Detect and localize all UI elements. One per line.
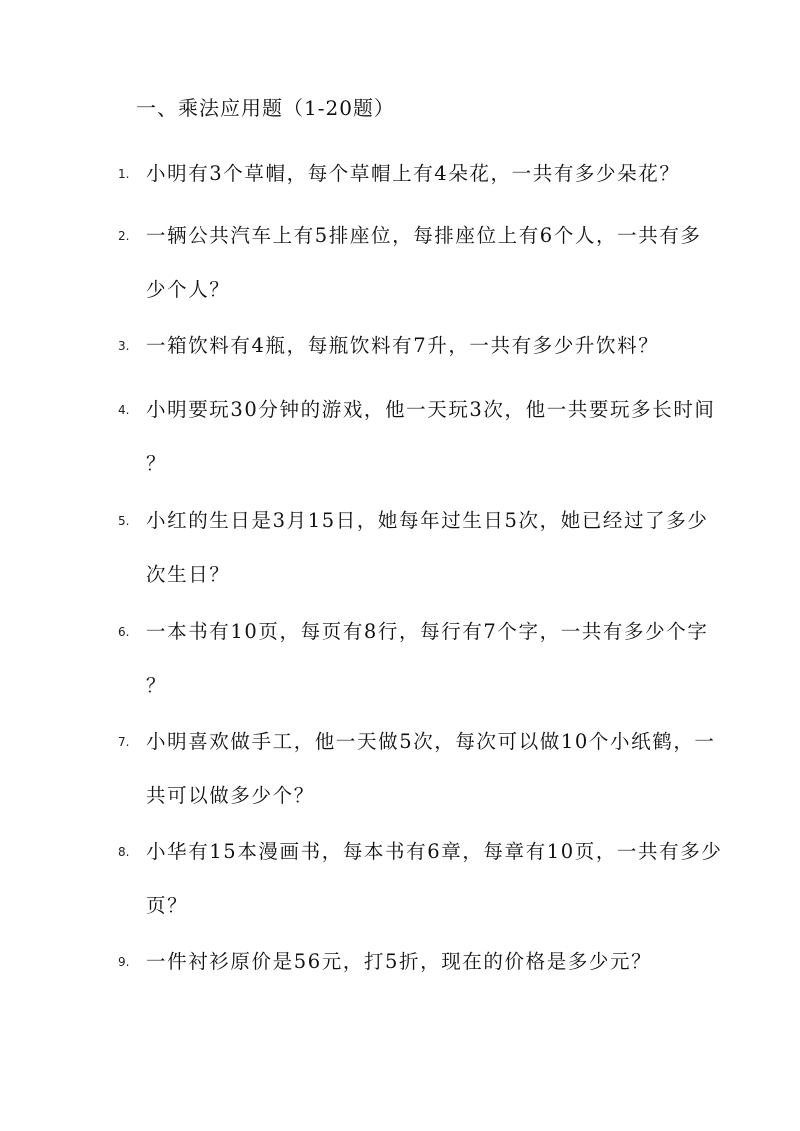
question-text: 小红的生日是3月15日，她每年过生日5次，她已经过了多少 — [146, 509, 709, 532]
question-text-continued: 页？ — [146, 894, 189, 917]
question-number: 6. — [118, 625, 130, 639]
question-text-continued: ？ — [146, 674, 168, 697]
question-number: 2. — [118, 229, 130, 243]
question-text: 小明有3个草帽，每个草帽上有4朵花，一共有多少朵花？ — [146, 162, 681, 185]
question-number: 4. — [118, 403, 130, 417]
question-text: 一辆公共汽车上有5排座位，每排座位上有6个人，一共有多 — [146, 224, 702, 247]
question-text: 小华有15本漫画书，每本书有6章，每章有10页，一共有多少 — [146, 840, 723, 863]
question-text: 一件衬衫原价是56元，打5折，现在的价格是多少元？ — [146, 950, 653, 973]
question-text: 小明喜欢做手工，他一天做5次，每次可以做10个小纸鹤，一 — [146, 730, 716, 753]
section-title: 一、乘法应用题（1-20题） — [136, 96, 395, 120]
question-number: 1. — [118, 167, 130, 181]
question-number: 8. — [118, 845, 130, 859]
question-text: 一本书有10页，每页有8行，每行有7个字，一共有多少个字 — [146, 620, 709, 643]
question-text-continued: ？ — [146, 452, 168, 475]
question-number: 3. — [118, 339, 130, 353]
question-text: 小明要玩30分钟的游戏，他一天玩3次，他一共要玩多长时间 — [146, 398, 716, 421]
question-text: 一箱饮料有4瓶，每瓶饮料有7升，一共有多少升饮料？ — [146, 334, 660, 357]
question-text-continued: 少个人？ — [146, 278, 231, 301]
question-text-continued: 次生日？ — [146, 563, 231, 586]
question-text-continued: 共可以做多少个？ — [146, 784, 315, 807]
question-number: 7. — [118, 735, 130, 749]
question-number: 5. — [118, 514, 130, 528]
question-number: 9. — [118, 955, 130, 969]
